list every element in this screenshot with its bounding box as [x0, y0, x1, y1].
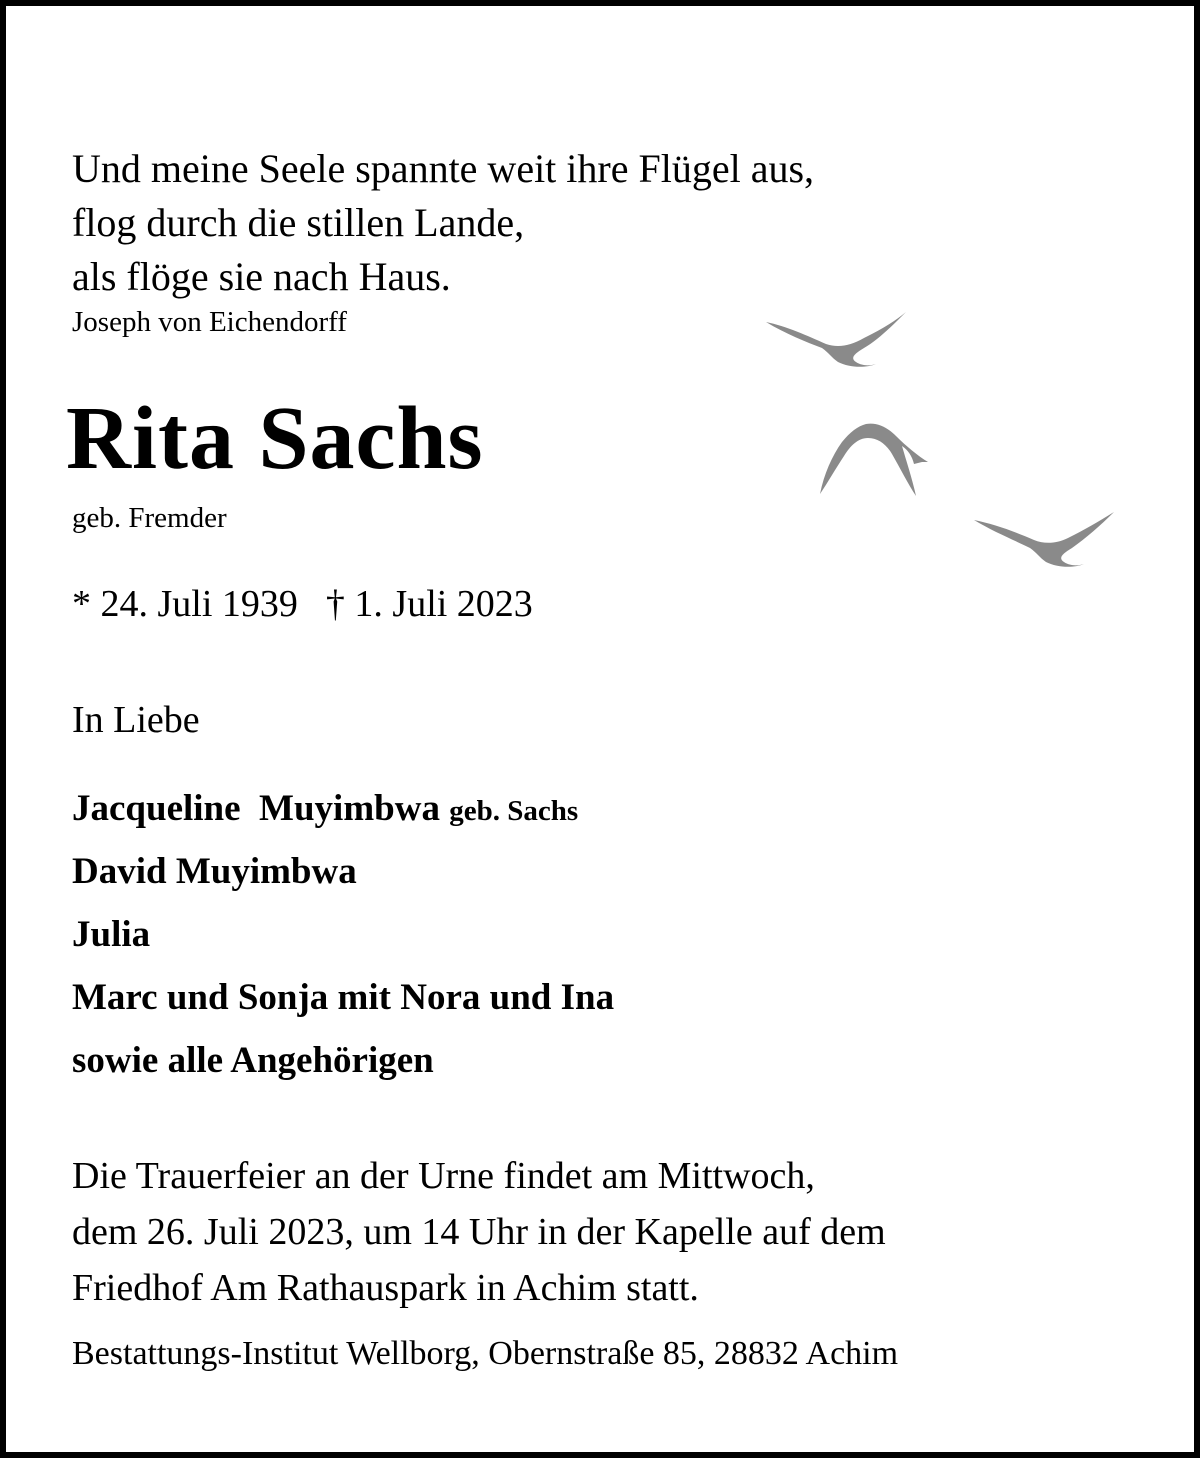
poem-line: Und meine Seele spannte weit ihre Flügel aus,: [72, 146, 815, 191]
mourner-row: Marc und Sonja mit Nora und Ina: [72, 977, 615, 1018]
bird-icon: [820, 424, 928, 496]
death-date: † 1. Juli 2023: [325, 583, 533, 625]
birds-illustration: [746, 296, 1136, 576]
ceremony-line: dem 26. Juli 2023, um 14 Uhr in der Kapelle auf dem: [72, 1211, 886, 1253]
mourner-name: Jacqueline Muyimbwa: [72, 788, 440, 829]
life-dates: [72, 580, 533, 628]
birth-date: * 24. Juli 1939: [72, 583, 298, 625]
mourner-maiden-name: geb. Sachs: [449, 795, 579, 827]
poem-author: Joseph von Eichendorff: [72, 306, 347, 338]
bird-icon: [766, 312, 906, 367]
mourner-row: [72, 780, 614, 843]
mourner-row: Julia: [72, 914, 151, 955]
poem-verse: [72, 142, 814, 304]
mourner-row: David Muyimbwa: [72, 851, 357, 892]
ceremony-line: Friedhof Am Rathauspark in Achim statt.: [72, 1267, 699, 1309]
ceremony-info: [72, 1148, 886, 1316]
mourner-row: sowie alle Angehörigen: [72, 1040, 434, 1081]
funeral-home: Bestattungs-Institut Wellborg, Obernstraße 85, 28832 Achim: [72, 1335, 899, 1372]
closing-phrase: In Liebe: [72, 699, 200, 741]
poem-line: flog durch die stillen Lande,: [72, 200, 525, 245]
ceremony-line: Die Trauerfeier an der Urne findet am Mittwoch,: [72, 1155, 815, 1197]
maiden-name: geb. Fremder: [72, 502, 227, 534]
deceased-name: Rita Sachs: [66, 389, 484, 488]
mourners-list: [72, 780, 614, 1095]
poem-line: als flöge sie nach Haus.: [72, 254, 451, 299]
bird-icon: [974, 512, 1114, 567]
